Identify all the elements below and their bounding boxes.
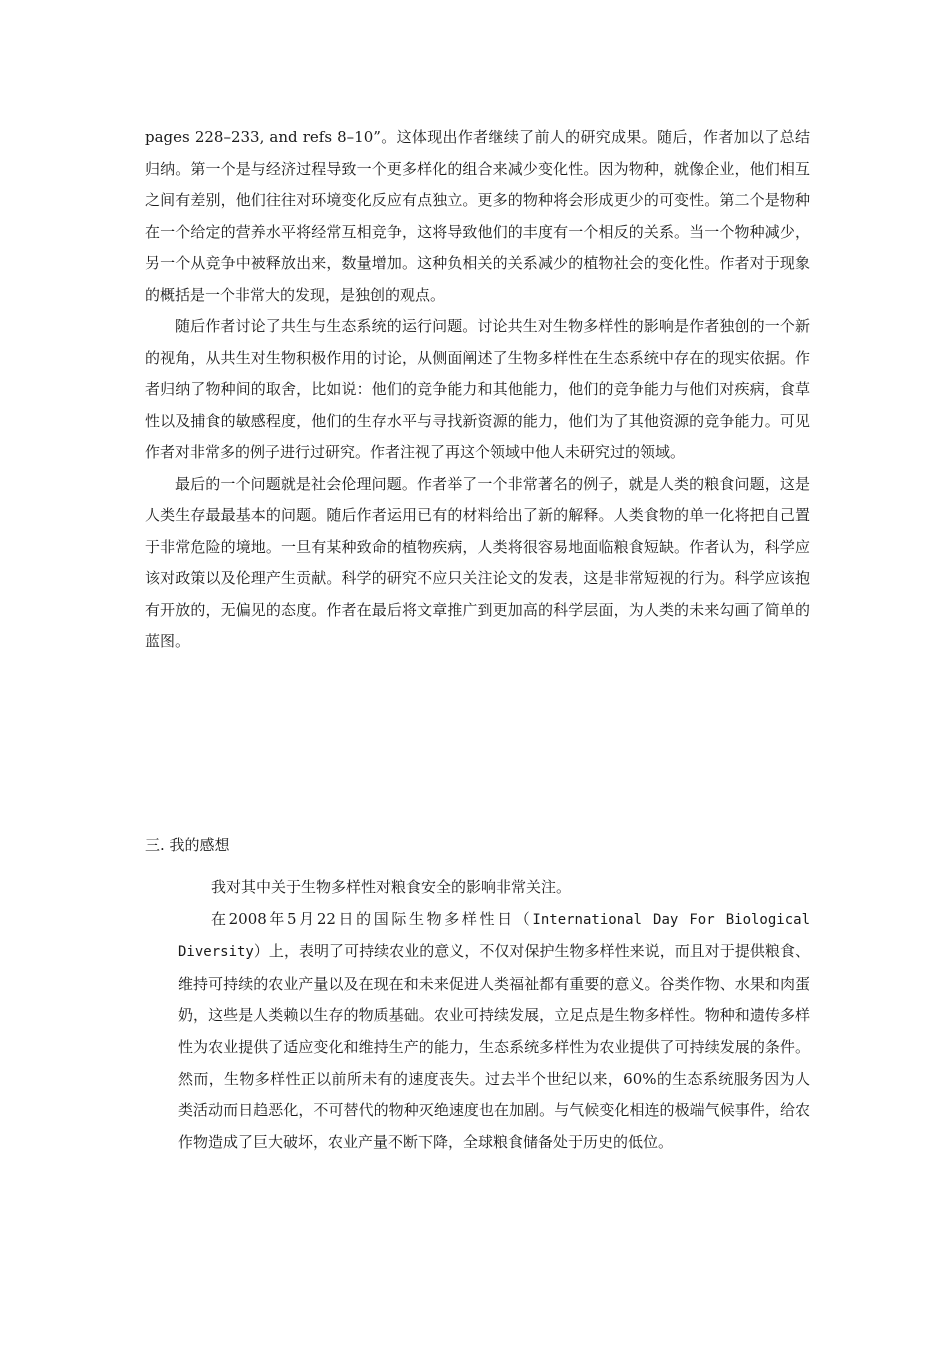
body-text xyxy=(145,122,810,658)
paragraph-biodiversity-day xyxy=(178,904,810,1159)
paragraph-focus: 我对其中关于生物多样性对粮食安全的影响非常关注。 xyxy=(211,878,572,896)
paragraph-summary: pages 228–233, and refs 8–10”。这体现出作者继续了前人的研究成果。随后，作者加以了总结归纳。第一个是与经济过程导致一个更多样化的组合来减少变化性。因为物种，就像企业，他们相互之间有差别，他们往往对环境变化反应有点独立。更多的物种将会形成更少的可变性。第二个是物种在一个给定的营养水平将经常互相竞争，这将导致他们的丰度有一个相反的关系。当一个物种减少，另一个从竞争中被释放出来，数量增加。这种负相关的关系减少的植物社会的变化性。作者对于现象的概括是一个非常大的发现，是独创的观点。 xyxy=(145,128,810,304)
english-phrase: International Day For Biological Diversity xyxy=(178,911,810,961)
paragraph-rest: ）上，表明了可持续农业的意义，不仅对保护生物多样性来说，而且对于提供粮食、维持可持续的农业产量以及在现在和未来促进人类福祉都有重要的意义。谷类作物、水果和肉蛋奶，这些是人类赖以生存的物质基础。农业可持续发展，立足点是生物多样性。物种和遗传多样性为农业提供了适应变化和维持生产的能力，生态系统多样性为农业提供了可持续发展的条件。然而，生物多样性正以前所未有的速度丧失。过去半个世纪以来，60%的生态系统服务因为人类活动而日趋恶化，不可替代的物种灭绝速度也在加剧。与气候变化相连的极端气候事件，给农作物造成了巨大破坏，农业产量不断下降，全球粮食储备处于历史的低位。 xyxy=(178,942,810,1151)
paragraph-ethics: 最后的一个问题就是社会伦理问题。作者举了一个非常著名的例子，就是人类的粮食问题，这是人类生存最最基本的问题。随后作者运用已有的材料给出了新的解释。人类食物的单一化将把自己置于非常危险的境地。一旦有某种致命的植物疾病，人类将很容易地面临粮食短缺。作者认为，科学应该对政策以及伦理产生贡献。科学的研究不应只关注论文的发表，这是非常短视的行为。科学应该抱有开放的，无偏见的态度。作者在最后将文章推广到更加高的科学层面，为人类的未来勾画了简单的蓝图。 xyxy=(145,474,810,650)
paragraph-prefix: 在2008年5月22日的国际生物多样性日（ xyxy=(211,909,533,928)
section-heading: 三. 我的感想 xyxy=(145,836,230,854)
reflection-text xyxy=(178,872,810,1158)
paragraph-symbiosis: 随后作者讨论了共生与生态系统的运行问题。讨论共生对生物多样性的影响是作者独创的一个新的视角，从共生对生物积极作用的讨论，从侧面阐述了生物多样性在生态系统中存在的现实依据。作者归纳了物种间的取舍，比如说：他们的竞争能力和其他能力，他们的竞争能力与他们对疾病，食草性以及捕食的敏感程度，他们的生存水平与寻找新资源的能力，他们为了其他资源的竞争能力。可见作者对非常多的例子进行过研究。作者注视了再这个领域中他人未研究过的领域。 xyxy=(145,317,810,461)
